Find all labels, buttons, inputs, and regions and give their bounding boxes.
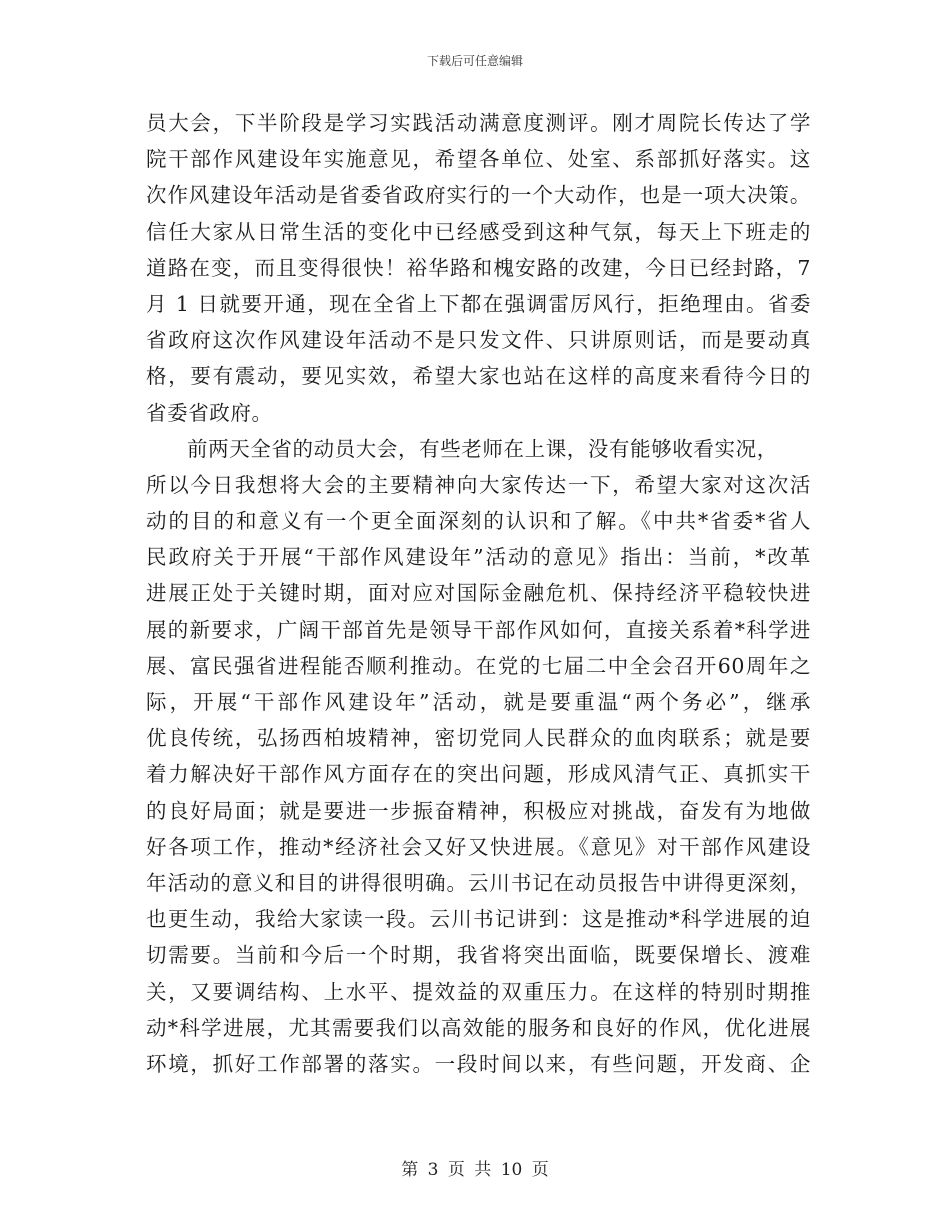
text-line: 所以今日我想将大会的主要精神向大家传达一下，希望大家对这次活 [146, 472, 811, 497]
document-body [146, 105, 811, 1082]
text-line: 道路在变，而且变得很快！裕华路和槐安路的改建，今日已经封路，7 [146, 255, 811, 280]
text-line: 月 1 日就要开通，现在全省上下都在强调雷厉风行，拒绝理由。省委 [146, 291, 811, 316]
paragraph-first-line: 前两天全省的动员大会，有些老师在上课，没有能够收看实况， [187, 436, 778, 461]
text-line: 省委省政府。 [146, 400, 273, 425]
text-line: 省政府这次作风建设年活动不是只发文件、只讲原则话，而是要动真 [146, 328, 811, 353]
text-line: 展、富民强省进程能否顺利推动。在党的七届二中全会召开60周年之 [146, 653, 811, 678]
text-line: 动的目的和意义有一个更全面深刻的认识和了解。《中共*省委*省人 [146, 509, 811, 534]
text-line: 动*科学进展，尤其需要我们以高效能的服务和良好的作风，优化进展 [146, 1015, 811, 1040]
text-line: 信任大家从日常生活的变化中已经感受到这种气氛，每天上下班走的 [146, 219, 811, 244]
text-line: 环境，抓好工作部署的落实。一段时间以来，有些问题，开发商、企 [146, 1051, 811, 1076]
text-line: 次作风建设年活动是省委省政府实行的一个大动作，也是一项大决策。 [146, 183, 811, 208]
text-line: 进展正处于关键时期，面对应对国际金融危机、保持经济平稳较快进 [146, 581, 811, 606]
text-line: 好各项工作，推动*经济社会又好又快进展。《意见》对干部作风建设 [146, 834, 811, 859]
text-line: 的良好局面；就是要进一步振奋精神，积极应对挑战，奋发有为地做 [146, 798, 811, 823]
text-line: 关，又要调结构、上水平、提效益的双重压力。在这样的特别时期推 [146, 979, 811, 1004]
page-footer: 第 3 页 共 10 页 [401, 1160, 549, 1180]
text-line: 员大会，下半阶段是学习实践活动满意度测评。刚才周院长传达了学 [146, 111, 811, 135]
page-header: 下载后可任意编辑 [426, 54, 523, 68]
text-line: 年活动的意义和目的讲得很明确。云川书记在动员报告中讲得更深刻， [146, 870, 811, 895]
text-line: 民政府关于开展“干部作风建设年”活动的意见》指出：当前，*改革 [146, 545, 811, 570]
text-line: 优良传统，弘扬西柏坡精神，密切党同人民群众的血肉联系；就是要 [146, 726, 811, 751]
text-line: 着力解决好干部作风方面存在的突出问题，形成风清气正、真抓实干 [146, 762, 811, 787]
text-line: 格，要有震动，要见实效，希望大家也站在这样的高度来看待今日的 [146, 364, 811, 389]
text-line: 切需要。当前和今后一个时期，我省将突出面临，既要保增长、渡难 [146, 943, 811, 968]
text-line: 际，开展“干部作风建设年”活动，就是要重温“两个务必”，继承 [146, 690, 811, 714]
text-line: 院干部作风建设年实施意见，希望各单位、处室、系部抓好落实。这 [146, 147, 811, 172]
text-line: 也更生动，我给大家读一段。云川书记讲到：这是推动*科学进展的迫 [146, 907, 811, 932]
text-line: 展的新要求，广阔干部首先是领导干部作风如何，直接关系着*科学进 [146, 617, 811, 642]
